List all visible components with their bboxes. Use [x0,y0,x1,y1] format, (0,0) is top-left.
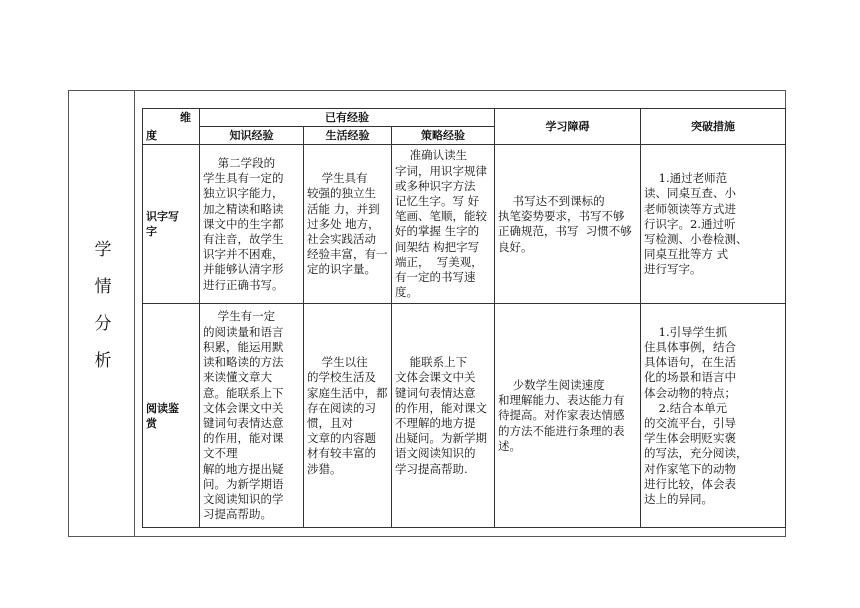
obstacles-cell: 少数学生阅读速度 和理解能力、表达能力有 待提高。对作家表达情感 的方法不能进行条理的表 述。 [495,304,641,528]
knowledge-cell: 学生有一定 的阅读量和语言 积累，能运用默 读和略读的方法 来读懂文章大 意。能联系上下 文体会课文中关 键词句表情达意 的作用，能对课 文不理 解的地方提出疑 问。为新学期语 文阅读知识的学 习提高帮助。 [200,304,304,528]
measures-cell: 1.引导学生抓 住具体事例，结合 具体语句，在生活 化的场景和语言中 体会动物的特点； 2.结合本单元 的交流平台，引导 学生体会明贬实褒 的写法，充分阅读， 对作家笔下的动物 进行比较，体会表 达上的异同。 [641,304,786,528]
life-header: 生活经验 [304,127,392,145]
obstacles-header: 学习障碍 [495,109,641,145]
measures-cell: 1.通过老师范 读、同桌互查、小 老师领读等方式进 行识字。2.通过听 写检测、小卷检测、 同桌互批等方 式 进行写字。 [641,145,786,304]
strategy-header: 策略经验 [392,127,495,145]
section-label [68,90,134,537]
dimension-header-bottom: 度 [143,127,200,145]
section-label-text: 学情分析 [90,239,111,388]
strategy-cell: 准确认读生 字词，用识字规律 或多种识字方法 记忆生字。写 好 笔画、笔顺，能较 好的掌握 生字的 间架结 构把字写 端正， 写美观， 有一定的书写速 度。 [392,145,495,304]
prior-experience-header: 已有经验 [200,109,495,127]
header-row-1 [143,109,786,127]
dimension-header-top-text: 维 [180,111,191,124]
table-row [143,304,786,528]
row-dimension: 识字写 字 [143,145,200,304]
knowledge-cell: 第二学段的 学生具有一定的 独立识字能力， 加之精读和略读 课文中的生字都 有注音，故学生 识字并不困难， 并能够认清字形 进行正确书写。 [200,145,304,304]
life-cell: 学生具有 较强的独立生 活能 力，并到 过多处 地方， 社会实践活动 经验丰富，有一 定的识字量。 [304,145,392,304]
frame-divider [134,90,135,537]
row-dimension: 阅读鉴 赏 [143,304,200,528]
strategy-cell: 能联系上下 文体会课文中关 键词句表情达意 的作用，能对课文 不理解的地方提 出疑问。为新学期 语文阅读知识的 学习提高帮助. [392,304,495,528]
obstacles-cell: 书写达不到课标的 执笔姿势要求，书写不够 正确规范，书写 习惯不够 良好。 [495,145,641,304]
dimension-header-top [143,109,200,127]
table-row [143,145,786,304]
knowledge-header: 知识经验 [200,127,304,145]
measures-header: 突破措施 [641,109,786,145]
learning-analysis-table [142,108,786,528]
life-cell: 学生以往 的学校生活及 家庭生活中，都 存在阅读的习 惯，且对 文章的内容题 材有较丰富的 涉猎。 [304,304,392,528]
